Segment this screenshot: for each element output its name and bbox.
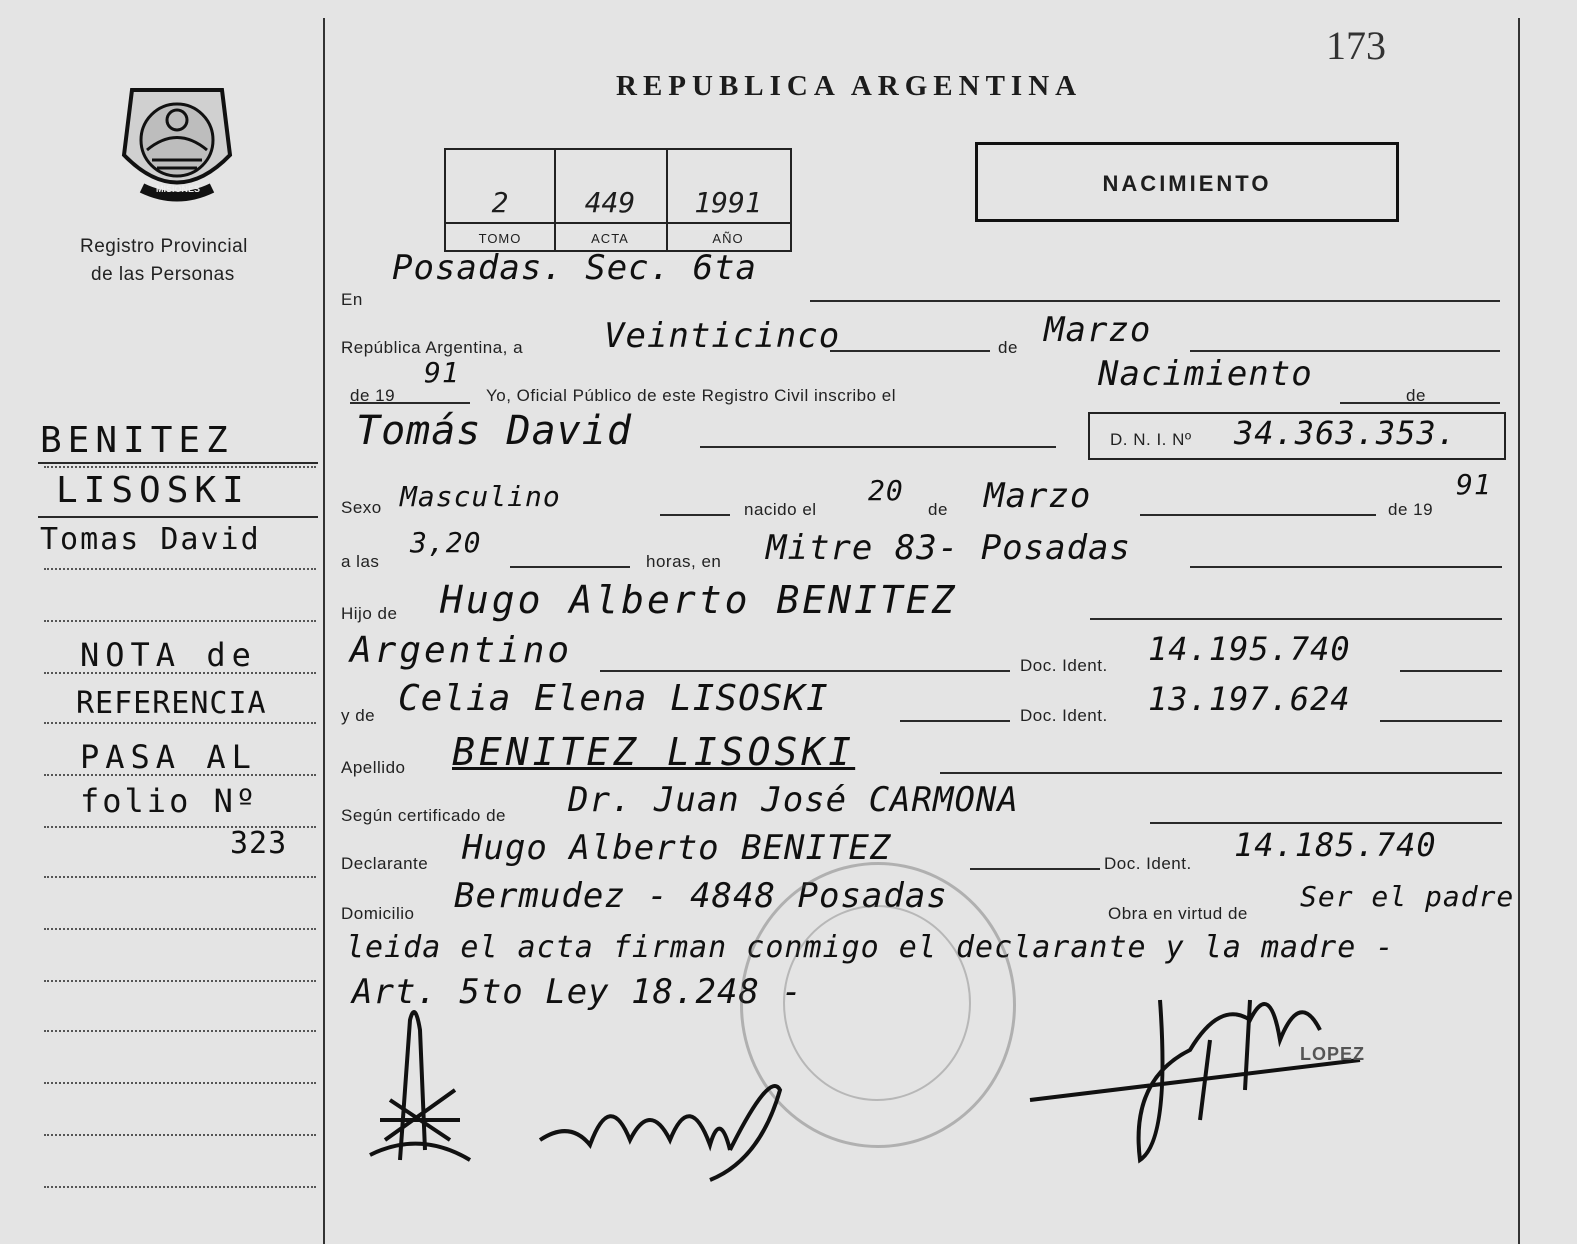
seal-caption: MISIONES	[156, 184, 201, 194]
de-label-2: de	[1406, 386, 1426, 405]
declarante-doc-number: 14.185.740	[1234, 826, 1437, 864]
en-label: En	[341, 290, 363, 309]
form-line	[1140, 514, 1376, 516]
right-border	[1518, 18, 1520, 1244]
republica-label: República Argentina, a	[341, 338, 524, 357]
record-type-label: NACIMIENTO	[1102, 171, 1272, 196]
registry-month: Marzo	[1044, 310, 1152, 350]
country-title: REPUBLICA ARGENTINA	[616, 70, 1083, 102]
child-given-name: Tomás David	[356, 408, 632, 454]
margin-line	[44, 1186, 316, 1188]
stamp-inner-ring	[783, 905, 971, 1101]
form-line	[940, 772, 1502, 774]
margin-line	[44, 620, 316, 622]
mother-signature	[360, 1000, 480, 1170]
declarante-doc-label: Doc. Ident.	[1104, 854, 1192, 873]
form-line	[350, 402, 470, 404]
acta-value: 449	[584, 186, 636, 219]
form-line	[600, 670, 1010, 672]
margin-divider	[323, 18, 325, 1244]
record-number-box	[444, 148, 792, 252]
margin-note-line3: PASA AL	[80, 738, 257, 776]
obra-value: Ser el padre	[1300, 880, 1515, 913]
form-line	[1340, 402, 1500, 404]
sexo-value: Masculino	[400, 480, 561, 513]
nacido-label: nacido el	[744, 500, 817, 519]
tomo-value: 2	[491, 186, 509, 219]
form-line	[1400, 670, 1502, 672]
father-doc-label: Doc. Ident.	[1020, 656, 1108, 675]
margin-surname2: LISOSKI	[56, 470, 250, 511]
form-line	[1190, 350, 1500, 352]
official-signature	[1020, 960, 1380, 1180]
form-line	[510, 566, 630, 568]
margin-underline	[38, 516, 318, 518]
form-line	[1090, 618, 1502, 620]
father-name: Hugo Alberto BENITEZ	[440, 578, 958, 622]
de19-label: de 19	[350, 386, 396, 405]
province-seal	[112, 80, 242, 210]
birth-place: Mitre 83- Posadas	[766, 528, 1131, 568]
form-line	[830, 350, 990, 352]
apellido-label: Apellido	[341, 758, 406, 777]
form-line	[810, 300, 1500, 302]
sexo-label: Sexo	[341, 498, 382, 517]
de19-label-2: de 19	[1388, 500, 1434, 519]
margin-note-line5: 323	[230, 826, 288, 861]
dni-label: D. N. I. Nº	[1110, 430, 1192, 449]
tomo-cell	[446, 150, 556, 250]
record-type-box	[975, 142, 1399, 222]
form-line	[1380, 720, 1502, 722]
margin-note-line2: REFERENCIA	[76, 686, 267, 721]
de-label-3: de	[928, 500, 948, 519]
anio-value: 1991	[694, 186, 762, 219]
form-line	[900, 720, 1010, 722]
doctor-name: Dr. Juan José CARMONA	[568, 780, 1019, 820]
yde-label: y de	[341, 706, 376, 725]
margin-line	[44, 466, 316, 468]
father-doc-number: 14.195.740	[1148, 630, 1351, 668]
record-box-label-rule	[446, 222, 790, 224]
margin-line	[44, 876, 316, 878]
registry-year: 91	[424, 356, 460, 389]
form-line	[970, 868, 1100, 870]
registry-name-line2: de las Personas	[91, 264, 235, 285]
closing-note-line1: leida el acta firman conmigo el declarante y la madre -	[346, 930, 1395, 965]
margin-line	[44, 722, 316, 724]
margin-surname1: BENITEZ	[40, 420, 234, 461]
oficial-statement: Yo, Oficial Público de este Registro Civil inscribo el	[486, 386, 896, 405]
born-year: 91	[1456, 468, 1492, 501]
dni-number: 34.363.353.	[1234, 414, 1457, 452]
dni-box	[1088, 412, 1506, 460]
born-day: 20	[868, 474, 904, 507]
de-label-1: de	[998, 338, 1018, 357]
margin-given-name: Tomas David	[40, 522, 261, 557]
declarante-label: Declarante	[341, 854, 429, 873]
domicilio-value: Bermudez - 4848 Posadas	[454, 876, 948, 916]
closing-note-line2: Art. 5to Ley 18.248 -	[352, 972, 803, 1012]
segun-label: Según certificado de	[341, 806, 506, 825]
declarante-signature	[530, 1050, 790, 1190]
margin-line	[44, 1134, 316, 1136]
alas-label: a las	[341, 552, 380, 571]
anio-cell	[666, 150, 790, 250]
registry-day: Veinticinco	[604, 316, 841, 356]
mother-doc-number: 13.197.624	[1148, 680, 1351, 718]
place-of-registry: Posadas. Sec. 6ta	[392, 248, 757, 288]
anio-label: AÑO	[712, 231, 744, 246]
form-line	[1190, 566, 1502, 568]
registration-type: Nacimiento	[1098, 354, 1313, 394]
margin-line	[44, 1030, 316, 1032]
margin-note-line4: folio Nº	[80, 782, 259, 820]
margin-line	[44, 980, 316, 982]
born-month: Marzo	[984, 476, 1092, 516]
form-line	[660, 514, 730, 516]
margin-line	[44, 1082, 316, 1084]
mother-doc-label: Doc. Ident.	[1020, 706, 1108, 725]
domicilio-label: Domicilio	[341, 904, 415, 923]
registry-name-line1: Registro Provincial	[80, 236, 248, 257]
declarante-name: Hugo Alberto BENITEZ	[462, 828, 892, 868]
margin-line	[44, 928, 316, 930]
father-nationality: Argentino	[350, 630, 573, 671]
page-number: 173	[1326, 23, 1386, 68]
obra-label: Obra en virtud de	[1108, 904, 1248, 923]
apellido-value: BENITEZ LISOSKI	[452, 730, 856, 774]
margin-note-line1: NOTA de	[80, 636, 257, 674]
acta-label: ACTA	[591, 231, 629, 246]
hijo-label: Hijo de	[341, 604, 398, 623]
official-name-stamp: LOPEZ	[1300, 1044, 1366, 1064]
form-line	[700, 446, 1056, 448]
birth-hour: 3,20	[410, 526, 482, 559]
margin-line	[44, 568, 316, 570]
mother-name: Celia Elena LISOSKI	[398, 678, 829, 719]
margin-underline	[38, 462, 318, 464]
horas-label: horas, en	[646, 552, 722, 571]
form-line	[1150, 822, 1502, 824]
tomo-label: TOMO	[478, 231, 522, 246]
acta-cell	[554, 150, 668, 250]
